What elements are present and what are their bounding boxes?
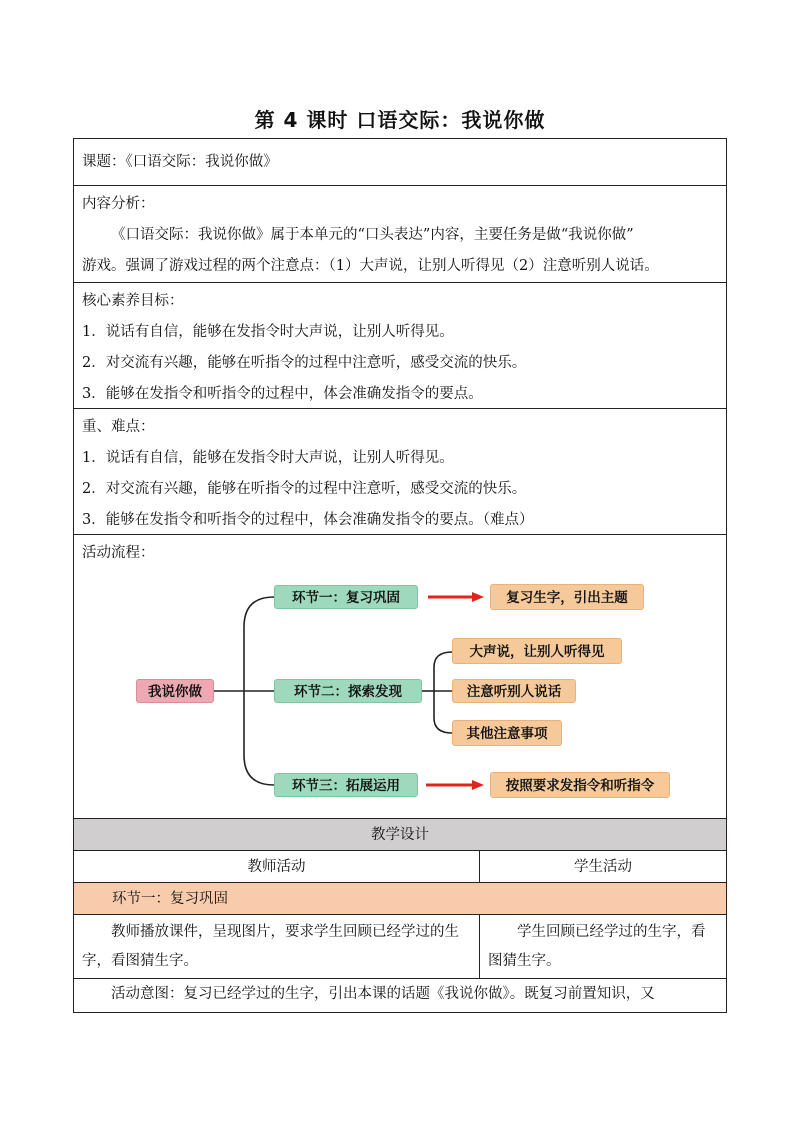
flow-step2-output-1: 大声说，让别人听得见	[452, 638, 622, 664]
flow-step1-node: 环节一：复习巩固	[274, 585, 418, 609]
goals-row	[74, 282, 726, 408]
analysis-line-2: 游戏。强调了游戏过程的两个注意点：（1）大声说，让别人听得见（2）注意听别人说话。	[82, 258, 659, 274]
key-points-heading: 重、难点：	[82, 419, 155, 435]
step1-activity-row	[74, 914, 726, 978]
student-column-header: 学生活动	[574, 859, 632, 875]
step1-arrow-head	[472, 592, 484, 602]
key-points-row	[74, 408, 726, 534]
lesson-table	[73, 138, 727, 1013]
flow-step2-node: 环节二：探索发现	[274, 679, 422, 703]
analysis-line-1: 《口语交际：我说你做》属于本单元的“口头表达”内容，主要任务是做“我说你做”	[111, 227, 634, 243]
teacher-activity: 教师播放课件，呈现图片，要求学生回顾已经学过的生字，看图猜生字。	[74, 915, 480, 978]
design-header: 教学设计	[74, 818, 726, 850]
design-columns	[74, 850, 726, 882]
flow-step2-output-3: 其他注意事项	[452, 720, 562, 746]
flow-step3-node: 环节三：拓展运用	[274, 773, 418, 797]
step3-arrow-head	[472, 780, 484, 790]
step2-sub-bracket	[434, 652, 452, 733]
analysis-row	[74, 185, 726, 282]
topic-row: 课题：《口语交际：我说你做》	[82, 154, 278, 170]
goal-item-2: 2．对交流有兴趣，能够在听指令的过程中注意听，感受交流的快乐。	[82, 355, 527, 371]
flow-step1-output: 复习生字，引出主题	[490, 584, 644, 610]
step1-label-row: 环节一：复习巩固	[74, 882, 726, 914]
student-activity: 学生回顾已经学过的生字，看图猜生字。	[488, 924, 706, 969]
analysis-heading: 内容分析：	[82, 196, 155, 212]
flow-heading: 活动流程：	[82, 545, 155, 561]
page-title: 第 4 课时 口语交际：我说你做	[254, 108, 546, 132]
flow-row	[74, 534, 726, 818]
teacher-column-header: 教师活动	[74, 851, 480, 882]
key-point-item-2: 2．对交流有兴趣，能够在听指令的过程中注意听，感受交流的快乐。	[82, 481, 527, 497]
key-point-item-1: 1．说话有自信，能够在发指令时大声说，让别人听得见。	[82, 450, 454, 466]
flow-root-node: 我说你做	[136, 679, 214, 703]
goal-item-1: 1．说话有自信，能够在发指令时大声说，让别人听得见。	[82, 324, 454, 340]
key-point-item-3: 3．能够在发指令和听指令的过程中，体会准确发指令的要点。（难点）	[82, 512, 534, 528]
flow-step3-output: 按照要求发指令和听指令	[490, 772, 670, 798]
goals-heading: 核心素养目标：	[82, 293, 184, 309]
goal-item-3: 3．能够在发指令和听指令的过程中，体会准确发指令的要点。	[82, 386, 483, 402]
activity-intent: 活动意图：复习已经学过的生字，引出本课的话题《我说你做》。既复习前置知识，又	[74, 978, 726, 1012]
flow-step2-output-2: 注意听别人说话	[452, 679, 576, 703]
